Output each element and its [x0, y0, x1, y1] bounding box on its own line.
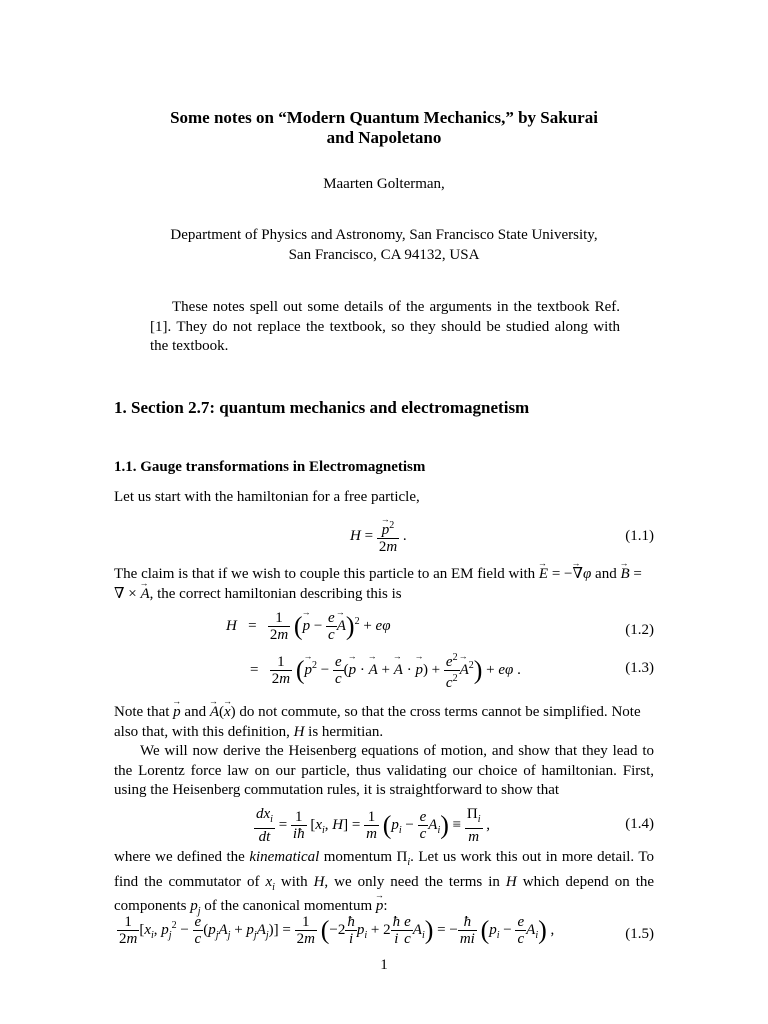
- paragraph-5: where we defined the kinematical momentum $\Pi_i$. Let us work this out in more detail. To find the commutator of $x_i$ with H, we only need the terms in H which depend on the components $p_j$ of the canonical momentum p →:: [114, 848, 654, 922]
- paragraph-4: We will now derive the Heisenberg equations of motion, and show that they lead to the Lorentz force law on our particle, thus validating our choice of hamiltonian. First, using the Heisenberg commutation rules, it is straightforward to show that: [114, 743, 654, 798]
- equation-1-1: H = $\frac{p \to^2}{2m}$ .: [350, 518, 407, 555]
- abstract: These notes spell out some details of the arguments in the textbook Ref. [1]. They do not replace the textbook, so they should be studied along with the textbook.: [150, 299, 620, 354]
- paper-title: [0, 108, 768, 148]
- paragraph-2-text-a: The claim is that if we wish to couple this particle to an EM field with: [114, 566, 536, 582]
- section-heading: 1. Section 2.7: quantum mechanics and electromagnetism: [114, 398, 530, 417]
- equation-1-3: = $\frac{1}{2m}$ (p →$^2$ − $\frac{e}{c}$ (p → · A → + A → · p →) + $\frac{e^2}{c^2}$ A →$^2$) + eφ .: [250, 650, 521, 691]
- title-line-1: Some notes on “Modern Quantum Mechanics,” by Sakurai: [170, 108, 598, 127]
- paragraph-2: The claim is that if we wish to couple this particle to an EM field with E → = −∇ →φ and B → = ∇ × A →, the correct hamiltonian describing this is: [114, 565, 654, 604]
- paragraph-2-text-b: the correct hamiltonian describing this is: [157, 585, 402, 602]
- paragraph-1: Let us start with the hamiltonian for a free particle,: [114, 489, 420, 505]
- paragraph-5-text-f: which depend on the components: [114, 873, 655, 914]
- affiliation: [0, 225, 768, 265]
- equation-number-1-5: (1.5): [625, 926, 654, 942]
- equation-1-2: H = $\frac{1}{2m}$ (p → − $\frac{e}{c}$ A →)$^2$ + eφ: [226, 610, 391, 643]
- equation-1-5: $\frac{1}{2m}$ [$x_i$, $p_j^2$ − $\frac{e}{c}$ $(p_jA_j + p_jA_j)$] = $\frac{1}{2m}$ (−2 $\frac{ħ}{i}$ $p_i + 2$ $\frac{ħ}{i}$ $\frac{e}{c}$ $A_i$) = − $\frac{ħ}{mi}$ ($p_i$ − $\frac{e}{c}$ $A_i$) ,: [119, 914, 555, 947]
- equation-number-1-3: (1.3): [625, 660, 654, 676]
- paragraph-3: Note that p → and A →(x →) do not commute, so that the cross terms cannot be simplified. Note also that, with this definition, H is hermitian.: [114, 703, 654, 742]
- title-line-2: and Napoletano: [326, 128, 442, 147]
- subsection-heading: 1.1. Gauge transformations in Electromagnetism: [114, 459, 426, 475]
- equation-1-4: $\frac{dx_i}{dt}$ = $\frac{1}{iħ}$ [$x_i$, H] = $\frac{1}{m}$ ($p_i$ − $\frac{e}{c}$ $A_i$) ≡ $\frac{\Pi_i}{m}$ ,: [256, 806, 491, 845]
- equation-number-1-1: (1.1): [625, 528, 654, 544]
- paragraph-5-emphasis: kinematical: [249, 849, 320, 865]
- affiliation-line-1: Department of Physics and Astronomy, San Francisco State University,: [170, 227, 598, 243]
- author: Maarten Golterman,: [323, 176, 445, 192]
- equation-number-1-4: (1.4): [625, 816, 654, 832]
- paragraph-3-text-a: do not commute, so that the cross terms cannot be simplified.: [239, 704, 608, 720]
- paragraph-5-text-e: , we only need the terms in: [324, 873, 500, 890]
- paragraph-3-text-c: is hermitian.: [308, 723, 384, 740]
- paragraph-5-text-c: . Let us work this out in more detail. To find the commutator of: [114, 849, 654, 890]
- paragraph-5-text-b: momentum Π: [323, 849, 408, 865]
- page-number: 1: [380, 957, 388, 973]
- affiliation-line-2: San Francisco, CA 94132, USA: [288, 247, 480, 263]
- equation-number-1-2: (1.2): [625, 622, 654, 638]
- paragraph-5-text-a: where we defined the: [114, 849, 245, 865]
- paragraph-3-text-b: Note also that, with this definition,: [114, 704, 641, 740]
- paragraph-5-text-d: with: [280, 873, 308, 890]
- paragraph-5-text-g: of the canonical momentum: [204, 898, 373, 914]
